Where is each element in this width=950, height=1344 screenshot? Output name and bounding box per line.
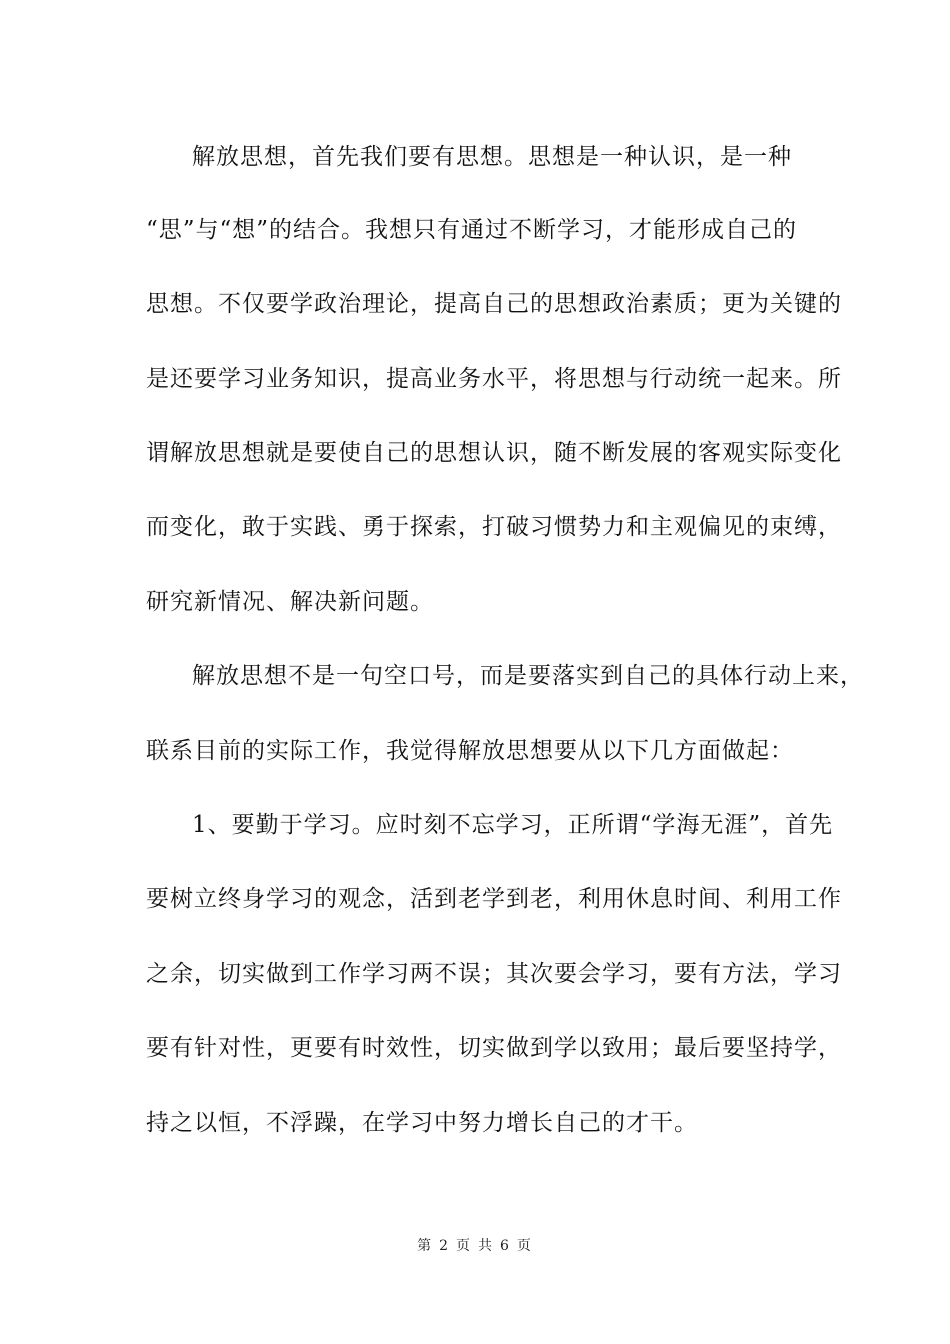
paragraph-3-line-5: 持之以恒，不浮躁，在学习中努力增长自己的才干。 [146, 1110, 698, 1136]
paragraph-1-line-3: 思想。不仅要学政治理论，提高自己的思想政治素质；更为关键的 [146, 291, 842, 317]
paragraph-1-line-7: 研究新情况、解决新问题。 [146, 589, 434, 615]
footer-current-page: 2 [439, 1238, 450, 1254]
footer-label-ye-end: 页 [516, 1238, 533, 1254]
page-footer [0, 1236, 950, 1256]
footer-total-pages: 6 [500, 1238, 511, 1254]
paragraph-1-line-6: 而变化，敢于实践、勇于探索，打破习惯势力和主观偏见的束缚， [146, 514, 842, 540]
paragraph-2-line-1: 解放思想不是一句空口号，而是要落实到自己的具体行动上来， [192, 663, 864, 689]
paragraph-3-line-1: 1、要勤于学习。应时刻不忘学习，正所谓“学海无涯”，首先 [192, 812, 834, 838]
paragraph-1-line-1: 解放思想，首先我们要有思想。思想是一种认识，是一种 [192, 144, 792, 170]
paragraph-1-line-5: 谓解放思想就是要使自己的思想认识，随不断发展的客观实际变化 [146, 440, 842, 466]
paragraph-1-line-4: 是还要学习业务知识，提高业务水平，将思想与行动统一起来。所 [146, 366, 842, 392]
footer-label-ye: 页 [456, 1238, 472, 1254]
paragraph-2-line-2: 联系目前的实际工作，我觉得解放思想要从以下几方面做起： [146, 738, 794, 764]
paragraph-1-line-2: “思”与“想”的结合。我想只有通过不断学习，才能形成自己的 [146, 217, 798, 243]
paragraph-3-line-2: 要树立终身学习的观念，活到老学到老，利用休息时间、利用工作 [146, 886, 842, 912]
footer-label-di: 第 [417, 1238, 434, 1254]
paragraph-3-line-4: 要有针对性，更要有时效性，切实做到学以致用；最后要坚持学， [146, 1035, 842, 1061]
footer-label-gong: 共 [478, 1238, 494, 1254]
paragraph-3-line-3: 之余，切实做到工作学习两不误；其次要会学习，要有方法，学习 [146, 961, 842, 987]
